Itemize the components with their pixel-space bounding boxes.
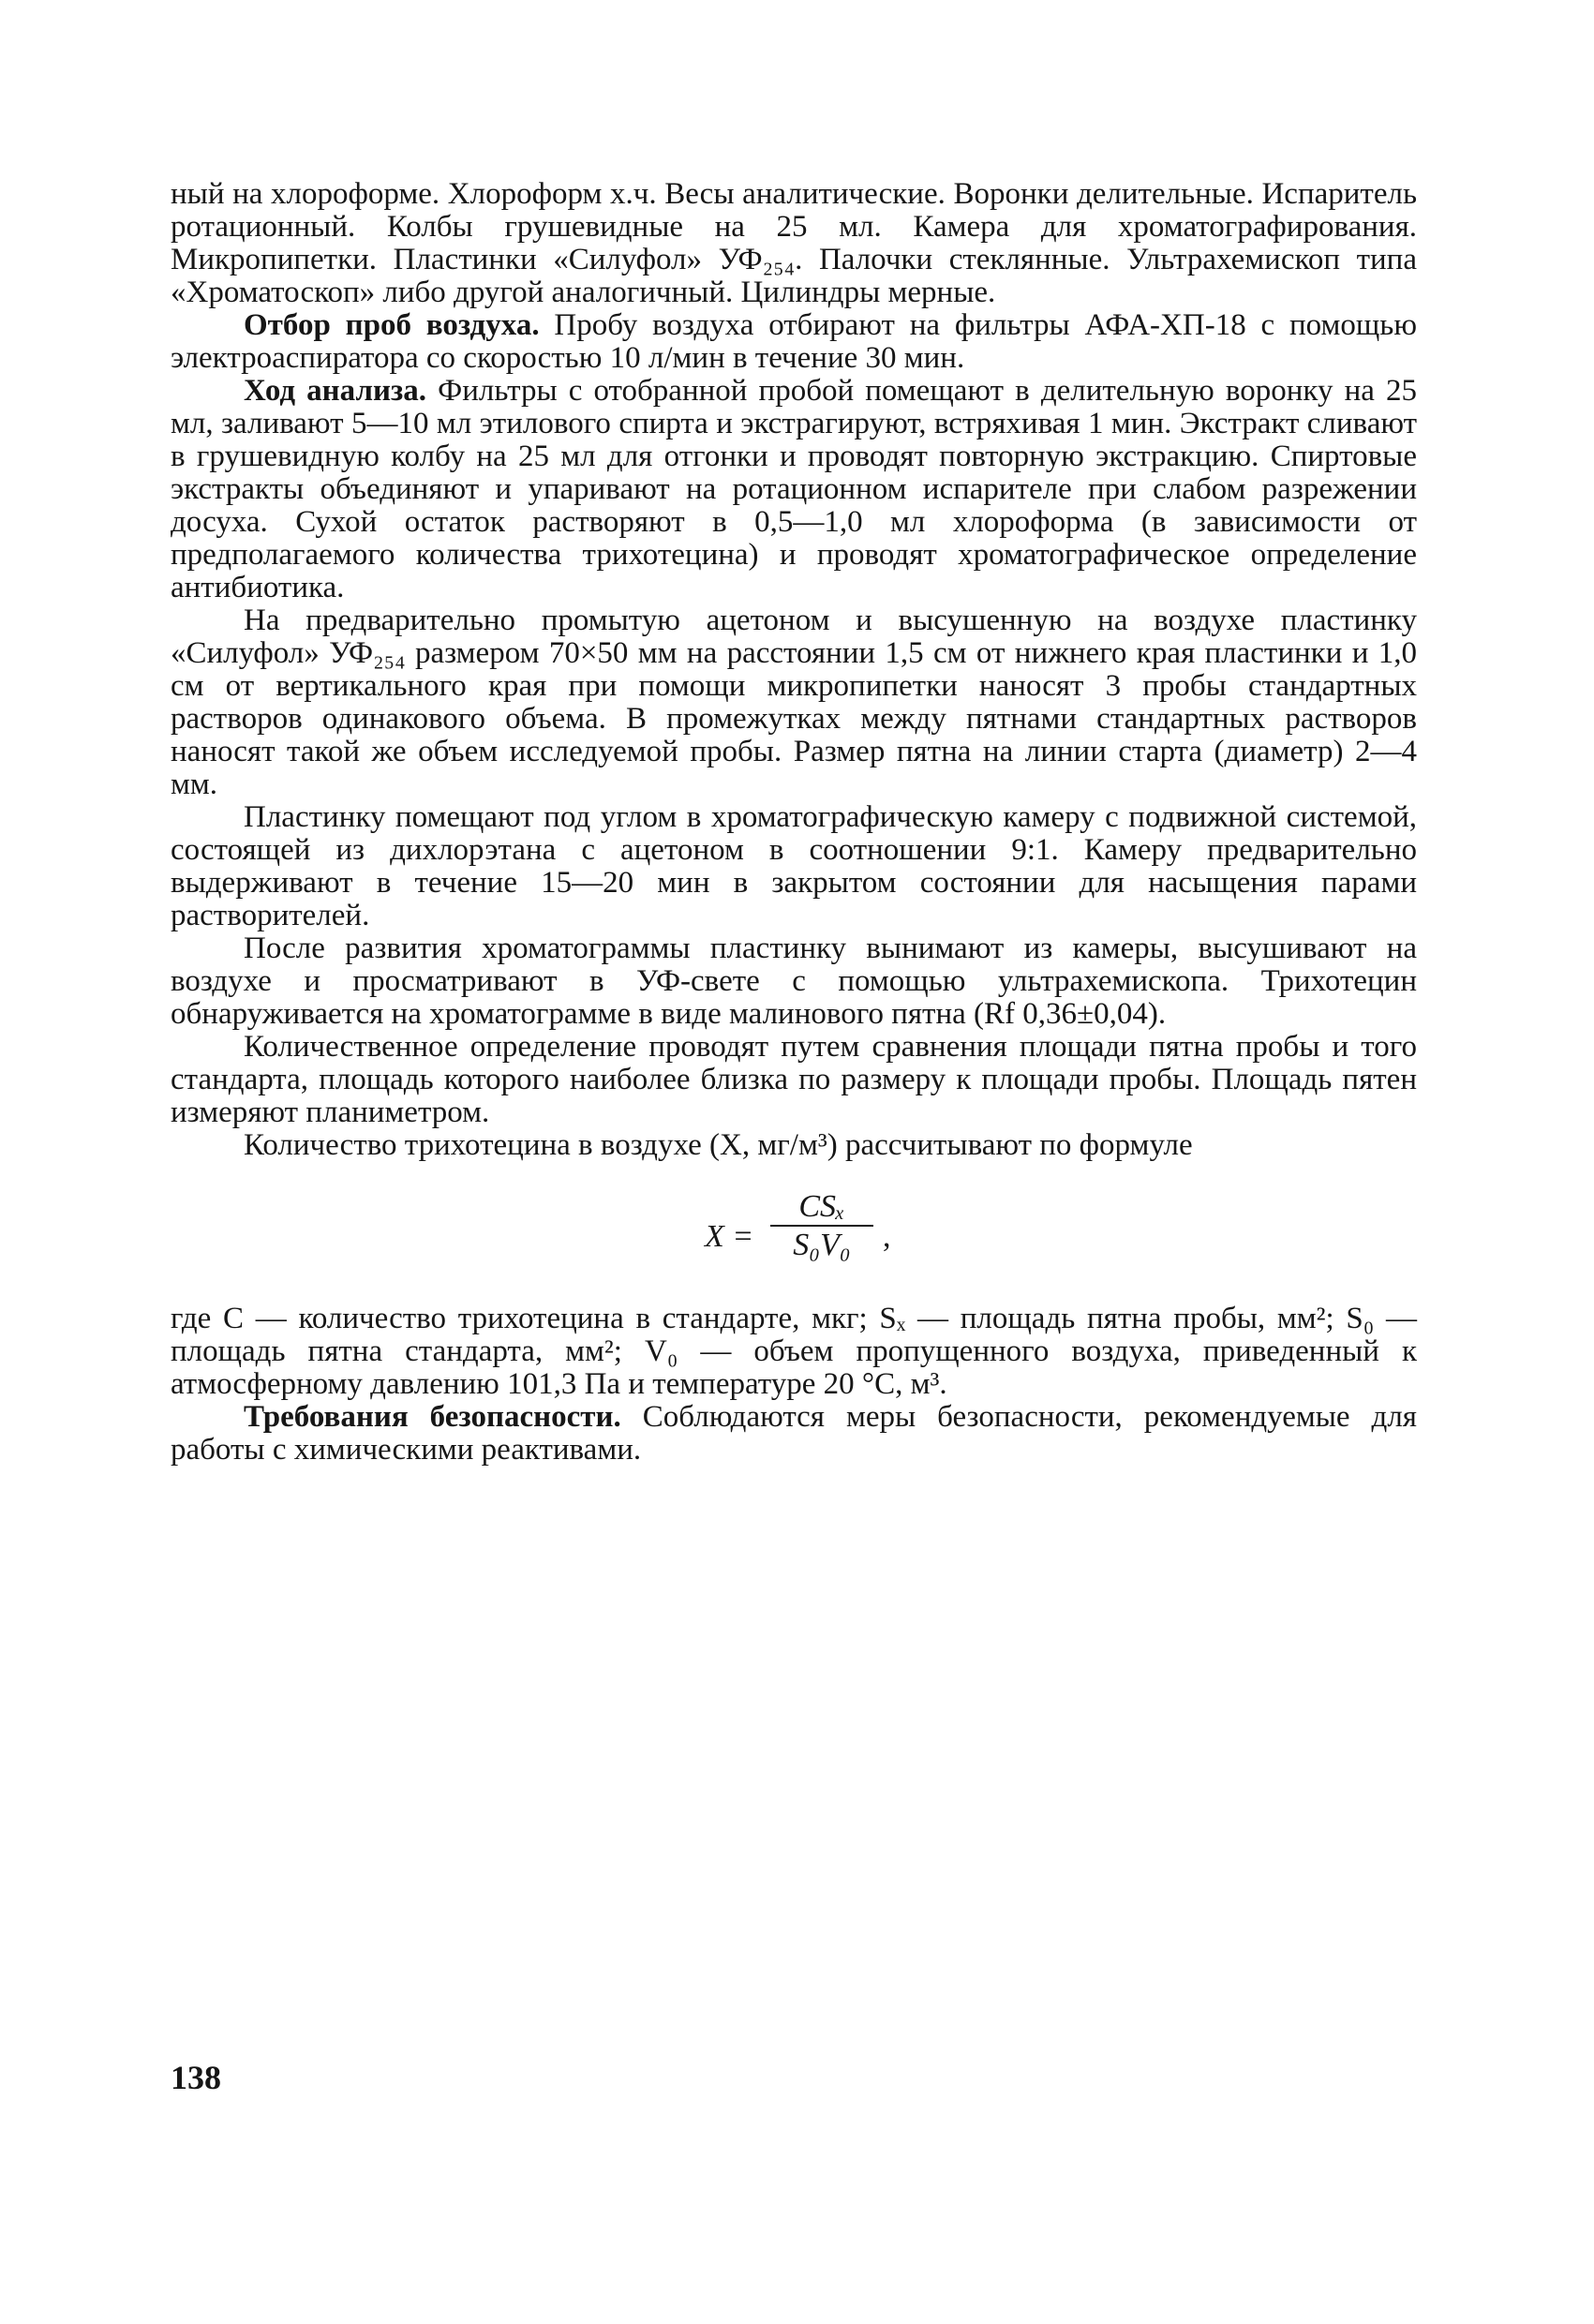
paragraph-quantitative: Количественное определение проводят путем сравнения площади пятна пробы и того стандарта, площадь которого наиболее близка по размеру к площади пробы. Площадь пятен измеряют планиметром. xyxy=(171,1030,1417,1129)
section-heading-safety: Требования безопасности. xyxy=(244,1400,621,1434)
page-number: 138 xyxy=(171,2059,221,2096)
paragraph-chromatogram: После развития хроматограммы пластинку вынимают из камеры, высушивают на воздухе и просматривают в УФ-свете с помощью ультрахемископа. Трихотецин обнаруживается на хроматограмме в виде малинового пятна (Rf 0,36±0,04). xyxy=(171,931,1417,1031)
paragraph-chamber: Пластинку помещают под углом в хроматографическую камеру с подвижной системой, состоящей из дихлорэтана с ацетоном в соотношении 9:1. Камеру предварительно выдерживают в течение 15—20 мин в закрытом состоянии для насыщения парами растворителей. xyxy=(171,800,1417,932)
paragraph-safety xyxy=(171,1401,1417,1467)
formula xyxy=(171,1181,1417,1293)
formula-numerator: CSₓ xyxy=(770,1190,873,1227)
section-heading-analysis: Ход анализа. xyxy=(244,374,427,408)
paragraph-calculation: Количество трихотецина в воздухе (X, мг/м³) рассчитывают по формуле xyxy=(244,1128,1193,1162)
formula-denominator: S₀V₀ xyxy=(793,1228,851,1262)
page-body xyxy=(171,178,1417,1467)
formula-fraction xyxy=(770,1190,873,1261)
paragraph-equipment: ный на хлороформе. Хлороформ х.ч. Весы аналитические. Воронки делительные. Испаритель ротационный. Колбы грушевидные на 25 мл. Камера для хроматографирования. Микропипетки. Пластинки «Силуфол» УФ₂₅₄. Палочки стеклянные. Ультрахемископ типа «Хроматоскоп» либо другой аналогичный. Цилиндры мерные. xyxy=(171,177,1417,309)
formula-lhs: X = xyxy=(705,1219,754,1254)
analysis-text: Фильтры с отобранной пробой помещают в делительную воронку на 25 мл, заливают 5—10 мл этилового спирта и экстрагируют, встряхивая 1 мин. Экстракт сливают в грушевидную колбу на 25 мл для отгонки и проводят повторную экстракцию. Спиртовые экстракты объединяют и упаривают на ротационном испарителе при слабом разрежении досуха. Сухой остаток растворяют в 0,5—1,0 мл хлороформа (в зависимости от предполагаемого количества трихотецина) и проводят хроматографическое определение антибиотика. xyxy=(171,374,1417,604)
paragraph-plate-preparation: На предварительно промытую ацетоном и высушенную на воздухе пластинку «Силуфол» УФ₂₅₄ размером 70×50 мм на расстоянии 1,5 см от нижнего края пластинки и 1,0 см от вертикального края при помощи микропипетки наносят 3 пробы стандартных растворов одинакового объема. В промежутках между пятнами стандартных растворов наносят такой же объем исследуемой пробы. Размер пятна на линии старта (диаметр) 2—4 мм. xyxy=(171,603,1417,801)
section-heading-air-sampling: Отбор проб воздуха. xyxy=(244,308,540,342)
paragraph-air-sampling xyxy=(171,309,1417,375)
safety-text: Соблюдаются меры безопасности, рекомендуемые для работы с химическими реактивами. xyxy=(171,1400,1417,1467)
formula-comma: , xyxy=(883,1219,891,1254)
paragraph-legend: где C — количество трихотецина в стандарте, мкг; Sₓ — площадь пятна пробы, мм²; S₀ — площадь пятна стандарта, мм²; V₀ — объем пропущенного воздуха, приведенный к атмосферному давлению 101,3 Па и температуре 20 °С, м³. xyxy=(171,1302,1417,1401)
air-sampling-text: Пробу воздуха отбирают на фильтры АФА-ХП-18 с помощью электроаспиратора со скоростью 10 л/мин в течение 30 мин. xyxy=(171,308,1418,375)
paragraph-analysis xyxy=(171,375,1417,604)
